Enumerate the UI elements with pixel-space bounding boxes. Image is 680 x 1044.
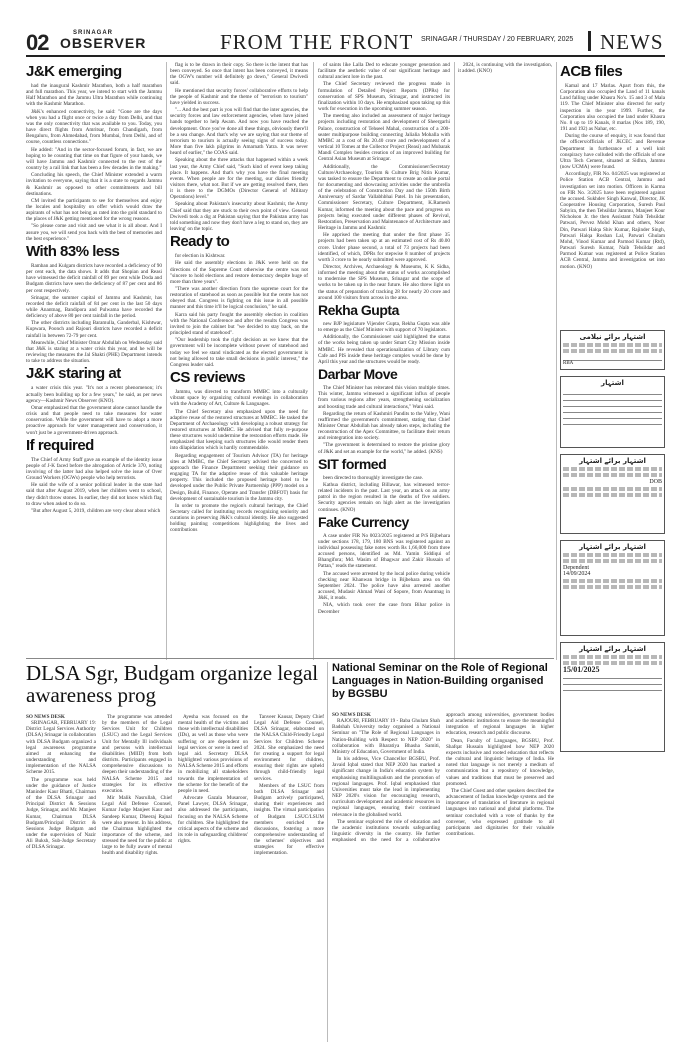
ad-table[interactable] <box>560 376 665 448</box>
column-divider <box>166 62 167 660</box>
article-paragraph: The Chief of Army Staff gave an example of the identity issue people of J-K faced before the abrogation of Article 370, noting involving of the latter had also helped solve the issue of Over Ground Workers (OGWs) people who help terrorists. <box>26 456 162 482</box>
dateline: SRINAGAR / THURSDAY / 20 FEBRUARY, 2025 <box>421 36 574 43</box>
ad-notice[interactable] <box>560 642 665 752</box>
ad-text-line <box>563 493 662 497</box>
article-paragraph: CM invited the participants to see for themselves and enjoy the locales and hospitality on offer which would draw the aspirants of what has not being as rated into the gold standard to the places of J&K getting mentioned for the wrong reasons. <box>26 197 162 223</box>
article-paragraph: J&K's enhanced connectivity, he said: "Gone are the days when you had a flight once or twice a day from Delhi, and that was the only connectivity that was available to you. Today, you have direct flights from Amritsar, from Chandigarh, from Bengaluru, from Ahmedabad, from Mumbai, from Delhi, and of course, countless connections." <box>26 108 162 146</box>
headline-83-less[interactable]: With 83% less <box>26 242 120 260</box>
article-paragraph: Mir Malik Nasrullah, Chief Legal Aid Defense Counsel, Kumar Judge Manjeet Kaur and Sandeep Kumar, Dheeraj Rajnal were also present. In his address, the Chairman highlighted the importance of the scheme, and stressed the need for the public at large to be fully aware of mental health and disability rights. <box>102 795 172 857</box>
article-paragraph: "There was another direction from the supreme court for the restoration of statehood as soon as possible but the centre has not obeyed that. Congress is fighting on this issue in all possible manner and this time it'll be logical conclusion," he said. <box>170 286 308 311</box>
article-paragraph: The programme was held under the guidance of Justice Maninder Kaur Bhatti, Chairman of the DLSA Srinagar and Principal District & Sessions Judge, Srinagar, and Mr. Manjeet Kumar, Chairman DLSA Budgam/Principal District & Sessions Judge Budgam and under the supervision of Nazir Ali Buksh, Sub-Judge Secretary of DLSA Srinagar. <box>26 776 96 851</box>
brand-name: OBSERVER <box>60 35 147 51</box>
ad-text-line <box>563 343 662 347</box>
article-paragraph: new BJP legislature Vijender Gupta, Rekha Gupta was able to emerge as the Chief Minister with support of 70 legislators. <box>318 320 450 334</box>
ad-label: RBA <box>563 361 574 366</box>
article-paragraph: Speaking about Pakistan's insecurity about Kashmir, the Army Chief said that they are stuck to their own point of view. General Dwivedi took a dig at Pakistan saying that the Pakistan army has told something and now they don't have a leg to stand on, they are leaving' on the topic. <box>170 201 308 233</box>
article-paragraph: been directed to thoroughly investigate the case. <box>323 474 424 481</box>
article-paragraph: had the inaugural Kashmir Marathon, both a half marathon and full marathon. This year, we intend to start with the Jammu Half Marathon and the Jammu Ultra Marathon while continuing with the Kashmir Marathon. <box>26 83 162 108</box>
ad-notice[interactable] <box>560 330 665 370</box>
article-paragraph: A case under FIR No 0023/2025 registered at P/S Bijbehara under sections 178, 179, 180 BNS was registered against an individual possessing fake notes worth Rs 1,66,000 from three accused persons, identified as Md. Yamin Siddiqui of Bhangifora; Md. Wasim of Bhagwar and Zakir Hussain of Pattan," reads the statement. <box>318 532 450 570</box>
headline-rekha-gupta[interactable]: Rekha Gupta <box>318 301 399 318</box>
ad-text-line <box>563 467 662 471</box>
article-paragraph: The meeting also included an assessment of major heritage projects including restoration and development of Sheergarhi Palace, construction of Tehseel Mahal, construction of a 200-seater multipurpose building connecting Jalialia Mohalla with MMBC at a cost of Rs 20.40 crore and redevelopment of a vertical 10 Tomes at the Collector Project (Reasi) and Mubarak Mandi Complex besides creation of an improved building for Central Asian Museum at Srinagar. <box>318 113 450 163</box>
article-paragraph: "But after August 5, 2019, children are very clear about which <box>31 507 161 514</box>
headline-jk-emerging[interactable]: J&K emerging <box>26 63 122 80</box>
article-paragraph: of saints like Lalla Ded to educate younger generation and facilitate the aesthetic value of our significant heritage and cultural ancient lore in the past. <box>318 62 450 81</box>
masthead <box>0 0 680 55</box>
news-divider <box>588 31 591 51</box>
article-paragraph: The other districts including Baramulla, Ganderbal, Kishtwar, Kupwara, Poonch and Rajouri districts have recorded a deficit rainfall in between 72-79 per cent. <box>26 320 162 339</box>
headline-darbar-move[interactable]: Darbar Move <box>318 366 398 383</box>
article-paragraph: Advocate Gazala Musaroor, Panel Lawyer, DLSA Srinagar, also addressed the participants, focusing on the NALSA Scheme for children. She highlighted the critical aspects of the scheme and its role in safeguarding childrens' rights. <box>178 795 248 845</box>
ad-text-line <box>563 579 662 583</box>
ad-text-line <box>563 553 662 557</box>
article-paragraph: Karra said his party fought the assembly election in coalition with the National Conference and after the results Congress was invited to join the cabinet but "we decided to stay back, on the principled stand of statehood". <box>170 311 308 337</box>
article-paragraph: The Chief Minister has reiterated this vision multiple times. This winter, Jammu witnessed a significant influx of people from various regions after years, strengthening socialization and boosting trade and cultural interactions," Wani said. <box>318 385 450 410</box>
article-paragraph: Srinagar, the summer capital of Jammu and Kashmir, has recorded the deficit rainfall of 84 per cent in the last 50 days while Anantnag, Bandipora and Pulwama have recorded the deficiency of above 80 per cent rainfall in the period. <box>26 294 162 320</box>
column-2 <box>170 62 308 660</box>
article-paragraph: "Our leadership took the right decision as we knew that the government will be incomplete without power of statehood and today we feel we stand vindicated as the elected government is not being allowed to take small decisions in public interest," the Congress leader said. <box>170 337 308 368</box>
article-paragraph: Director, Archives, Archaeology & Museums, K K Sidha, informed the meeting about the status of works accomplished to modernise the SPS Museum, Srinagar and the scope of works to be taken up in the near future. He also threw light on the status of preparation of tracking 28 for nearly 20 crore and around 100 visitors from across in the area. <box>318 264 450 301</box>
ad-text-line <box>563 661 662 665</box>
headline-sit-formed[interactable]: SIT formed <box>318 455 387 472</box>
article-paragraph: flag is to be drawn in their copy. So there is the intent that has been conveyed. So once that intent has been conveyed, it means the OGW's number will definitely go down," General Dwivedi said. <box>170 62 308 87</box>
ad-text-line <box>563 585 662 589</box>
article-paragraph: Tanveer Kausar, Deputy Chief Legal Aid Defense Counsel, DLSA Srinagar, elaborated on the NALSA Child-Friendly Legal Services for Children Scheme 2024. She emphasized the need for creating a support for legal environment for children, ensuring their rights are upheld through child-friendly legal services. <box>254 714 324 782</box>
ad-text-line <box>563 655 662 659</box>
article-paragraph: SRINAGAR, FEBRUARY 19: District Legal Services Authority (DLSA) Srinagar in collaboration with DLSA Budgam organized a legal awareness programme aimed at enhancing the understanding and implementation of the NALSA Scheme 2015. <box>26 720 96 776</box>
article-paragraph: Additionally, the Commissioner said highlighted the status of the works being taken up under Smart City Mission inside MMBC. He revealed that operationalization of Library cum Cafe and PIS inside these heritage complex would be done by April this year and the structures would be ready. <box>318 334 450 365</box>
headline-ready-to[interactable]: Ready to <box>170 233 230 251</box>
ad-rule <box>563 685 662 691</box>
ad-notice[interactable] <box>560 540 665 636</box>
article-paragraph: In order to promote the region's cultural heritage, the Chief Secretary called for instituting records recognizing seniority and curations in preserving J&K's cultural identity. He also suggested holding painting competitions highlighting the lives and contributions <box>170 502 308 534</box>
ad-text-line <box>563 487 662 491</box>
ad-heading: اشتہار برائے اشتہار <box>579 645 646 653</box>
article-paragraph: Concluding his speech, the Chief Minister extended a warm invitation to everyone, saying that it is a state to regards Jammu & Kashmir as opposed to other commitments and bill destinations. <box>26 172 162 197</box>
headline-if-required[interactable]: If required <box>26 436 94 454</box>
article-paragraph: During the course of enquiry, it was found that the officers/officials of JKCEC and Revenue Department in furtherance of a well knit conspiracy have colluded with the officials of one Ultra Tech Cement, situated at Sidhra, Jammu (now UCMA) were found. <box>560 133 665 171</box>
article-paragraph: The seminar explored the role of education and the academic institutions towards safeguarding linguistic diversity in the country. He further emphasised on the need for a collaborative approach among universities, government bodies and academic institutions to ensure the meaningful integration of regional languages in higher education, research and public discourse. <box>332 712 554 844</box>
article-paragraph: He added: "And in the sector-focused forum, in fact, we are hoping to be counting that time on that figure of your hands, we will have Jammu and Kashmir connected to the rest of the country by a rail link that has been a few decades in the making." <box>26 146 162 172</box>
article-paragraph: 2024, is continuing with the investigation, it added. (KNO) <box>458 62 552 75</box>
dlsa-article <box>26 714 324 1044</box>
section-title: FROM THE FRONT <box>220 30 414 54</box>
article-paragraph: "So please come and visit and see what it is all about. And I assure you, we will send you back with the best of memories and the best experience." <box>26 223 162 242</box>
seminar-article <box>332 712 554 1042</box>
article-paragraph: "... And the best part is you will find that the inter agencies, the security forces and law enforcement agencies, when have joined hands together to help Awam. And now you have reached the development. Once you've done all these things, obviously there'll be a sea change. And that's why we are saying that our theme of terrorism to tourism is actually seeing signs of success today. More than five lakh pilgrims in Amarnath Yatra. It was never heard of earlier," the COAS said. <box>170 107 308 157</box>
headline-cs-reviews[interactable]: CS reviews <box>170 369 246 387</box>
ad-heading: اشتہار برائے اشتہار <box>579 457 646 465</box>
article-paragraph: Dean, Faculty of Languages, BGSBU, Prof. Shafqat Hussain highlighted how NEP 2020 expects inclusive and rooted education that reflects the cultural and linguistic heritage of India. He noted that language is not merely a medium of communication but a repository of knowledge, values and traditions that must be preserved and promoted. <box>446 737 554 787</box>
brand-top: SRINAGAR <box>72 30 113 36</box>
ad-notice[interactable] <box>560 454 665 534</box>
article-paragraph: Additionally, the Commissioner/Secretary Culture/Archaeology, Tourism & Culture Brig Nitin Kumar, was tasked to ensure the Department to create an online portal for documenting and showcasing activities under the umbrella of the celebration of Construction Day and the 150th Birth Anniversary of Sardar Vallabhbhai Patel. In his presentation, Commissioner Secretary, Culture Department, K.Ramesh Kumar, informed the meeting about the pace and progress on projects being executed under different phases of Revival, Restoration, Preservation and Maintenance of Architecture and Heritage in Jammu and Kashmir. <box>318 163 450 232</box>
column-divider <box>313 62 314 660</box>
article-paragraph: "The government is determined to restore the pristine glory of J&K and set an example for the world," he added. (KNS) <box>318 442 450 455</box>
article-paragraph: The Chief Guest and other speakers described the advancement of Indian knowledge systems and the importance of translation of literature in regional languages into national and global platforms. The seminar concluded with a vote of thanks by the convener, who expressed gratitude to all participants and dignitaries for their valuable contributions. <box>446 787 554 837</box>
column-4 <box>458 62 552 660</box>
byline: SO NEWS DESK <box>332 712 371 718</box>
article-paragraph: Omar emphasized that the government alone cannot handle the crisis and that people need to take measures for water conservation. While the government will have to adopt a more proactive approach for water management and conservation, it won't just be a government-driven approach. <box>26 404 162 436</box>
article-paragraph: Kamal and 17 Marlas. Apart from this, the Corporation also occupied the Land of 11 kanals Land falling under Khasra No's. 15 and 3 of Mala 119. The Chief Minister also directed for early inspection in the year 1999. Further, the Corporation also occupied the land under Khasra No. 8 up to 19 Kanals, 8 marlas (Nos 189, 190, 191 and 192) as Nahar, etc. <box>560 83 665 133</box>
article-paragraph: Jammu, was directed to transform MMBC into a culturally vibrant space by organizing cultural evenings in collaboration with the Academy of Art, Culture & Languages. <box>170 389 308 408</box>
ad-text-line <box>563 349 662 353</box>
article-paragraph: The Chief Secretary reviewed the progress made in formulation of Detailed Project Reports (DPRs) for conservation of SPS Museum, Srinagar, and instructed its finalization within 10 days. He emphasized upon taking up this work for execution in the upcoming summer season. <box>318 81 450 113</box>
masthead-rule <box>26 55 665 57</box>
column-divider <box>556 62 557 660</box>
article-paragraph: In his address, Vice Chancellor BGSBU, Prof. Javaid Iqbal stated that NEP 2020 has marked a significant change in India's education system by emphasising multilingualism and the promotion of regional languages. Prof. Iqbal emphasised that Universities must take the lead in implementing NEP 2020's vision for encouraging research, curriculum development and academic resources in regional languages, ensuring their continued relevance in the globalised world. <box>332 756 440 818</box>
article-paragraph: Ramban and Kulgam districts have recorded a deficiency of 90 per cent each, the data shows. It adds that Shopian and Reasi have witnessed the deficit rainfall of 89 per cent while Doda and Budgam districts have seen the deficiency of 87 per cent and 86 per cent respectively. <box>26 262 162 294</box>
article-paragraph: He said the wife of a senior political leader in the state had said that after August 2019, when her children went to school, they didn't throw stones. In earlier, they did not know which flag to draw when asked to do so. <box>26 482 162 507</box>
article-paragraph: RAJOURI, FEBRUARY 19 - Baba Ghulam Shah Badshah University today organised a National Seminar on "The Role of Regional Languages in Nation-Building with Respect to NEP 2020" in collaboration with Bharatiya Bhasha Samiti, Ministry of Education, Government of India. <box>332 718 440 755</box>
column-1 <box>26 62 162 660</box>
article-paragraph: Kathua district, including Billawar, has witnessed terror-related incidents in the past. Last year, an attack on an army patrol in the region resulted in the deaths of five soldiers. Security agencies remain on high alert as the investigation continues. (KNO) <box>318 481 450 513</box>
headline-jk-staring[interactable]: J&K staring at <box>26 365 121 383</box>
article-paragraph: Meanwhile, Chief Minister Omar Abdullah on Wednesday said that J&K is staring at a water crisis this year, and he will be reviewing the measures the Jal Shakti (PHE) Department intends to take to address the situation. <box>26 339 162 365</box>
brand-logo[interactable] <box>60 30 147 51</box>
article-paragraph: for election in Kishtwar. <box>175 253 226 260</box>
headline-dlsa[interactable]: DLSA Sgr, Budgam organize legal awareness prog <box>26 661 319 707</box>
ad-label: Dependent <box>563 565 589 571</box>
article-paragraph: Members of the LSUC from both DLSA Srinagar and Budgam actively participated, sharing their experiences and insights. The virtual participation of Budgam LSUC/LSUM members enriched the discussions, fostering a more comprehensive understanding of the schemes' objectives and strategies for effective implementation. <box>254 782 324 857</box>
article-paragraph: a water crisis this year. "It's not a recent phenomenon; it's actually been building up for a few years," he said, as per news agency—Kashmir News Observer (KNO). <box>26 385 162 404</box>
ad-date: 15/01/2025 <box>563 665 600 674</box>
article-paragraph: Regarding engagement of Tourism Advisor (TA) for heritage sites at MMBC, the Chief Secretary advised the concerned to approach the Finance Department seeking their guidance on engaging TA for the adaptive reuse of this valuable heritage property. This included the proposed heritage hotel to be developed under the Public Private Partnership (PPP) model on a Design, Build, Finance, Operate and Transfer (DBFOT) basis for development of sustainable tourism in the Jammu city. <box>170 452 308 502</box>
column-divider <box>454 62 455 660</box>
ad-heading: اشتہار برائے اشتہار <box>579 543 646 551</box>
ad-text-line <box>563 473 662 477</box>
ad-label: DOB <box>649 479 662 485</box>
section-divider <box>26 658 554 659</box>
headline-acb-files[interactable]: ACB files <box>560 63 623 80</box>
ad-text-line <box>563 559 662 563</box>
section-tag: NEWS <box>600 30 664 54</box>
article-paragraph: He said the assembly elections in J&K were held on the directions of the Supreme Court otherwise the centre was not "sincere to hold elections and restore democracy despite huge of more than three years". <box>170 260 308 285</box>
column-divider <box>327 662 328 1042</box>
article-paragraph: Ayesha was focused on the mental health of the victims and those with intellectual disabilities (IDs), as well as those who were suffering or are dependent on legal services or were in need of legal aid. Secretary DLSA highlighted various provisions of NALSA Scheme 2015 and efforts in mobilizing all stakeholders towards the implementation of the scheme for the benefit of the people in need. <box>178 714 248 794</box>
article-paragraph: He apprised the meeting that under the first phase 35 projects had been taken up at an estimated cost of Rs 40.00 crore. Under phase second, a total of 73 projects had been identified, of which, DPRs for stepwise 8 number of projects worth 3 crore to be nearly submitted were approved. <box>318 232 450 263</box>
article-paragraph: The accused were arrested by the local police during vehicle checking near Khanwan bridge in Bijbehara area on 6th September 2024. The police have also arrested another accused, Mudasir Ahmad Wani of Sopore, from Anantnag in J&K, it reads. <box>318 570 450 602</box>
ad-heading: اشتہار <box>601 379 624 387</box>
article-paragraph: Accordingly, FIR No. 04/2025 was registered at Police Station ACB Central, Jammu and investigation set into motion. Officers in Karma on FIR No. 3/2025 have been registered against the accused. Sukhdev Singh Kanwal, Director, JK Cooperative Housing Corporation, Suresh Paul Sabyira, the then Tehsildar Jammu, Manjeet Kour Nicholson Jr. the then Assistant Naib Tehsildar Patwari, Pervez Mohd Khan and others, Noor Din, Patwari Halqa Shiv Kumar, Rajinder Singh, Patwari Halqa Roshan Lal, Patwari Ghulam Mohd, Vinod Kumar and Parmod Kumar (Rtd), Patwari Suresh Kumar, Naib Tehsildar and Parmod Kumar was registered at Police Station ACB Central, Jammu and investigation set into motion. (KNO) <box>560 171 665 270</box>
ad-rule <box>563 419 662 425</box>
article-paragraph: The programme was attended by the members of the Legal Services Unit for Children (LSUC) and the Legal Services Unit for Mentally Ill individuals and persons with intellectual disabilities (MIID) from both districts. Participants engaged in comprehensive discussions to deepen their understanding of the NALSA Scheme 2015 and strategies for its effective execution. <box>102 714 172 794</box>
article-paragraph: Speaking about the three attacks that happened within a week last year, the Army Chief said, "Such kind of event keep taking place. It happens. And that's why you have the final meeting events. When people are for the meeting, our diaries friendly visitors there, what not. But if we are getting resolved there, then it is there to the DGMOs (Director General of Military Operations) level." <box>170 157 308 201</box>
headline-seminar[interactable]: National Seminar on the Role of Regional Languages in Nation-Building organised by BGSBU <box>332 662 548 700</box>
page-number: 02 <box>26 30 49 55</box>
byline: SO NEWS DESK <box>26 714 65 720</box>
ad-heading: اشتہار برائے نیلامی <box>579 333 646 341</box>
ad-date: 14/09/2024 <box>563 571 591 577</box>
article-paragraph: The Chief Secretary also emphasized upon the need for adaptive reuse of the restored structures at MMBC. He tasked the Department of Archaeology with developing a robust strategy for restored structures at MMBC. He advised that fully re-purpose these structures would undermine the restoration efforts made. He emphasized that keeping such structures idle would render them into dilapidation which is hardly commendable. <box>170 408 308 452</box>
column-3 <box>318 62 450 660</box>
article-paragraph: He mentioned that security forces' collaborative efforts to help the people of Kashmir and the theme of "terrorism to tourism" have yielded in success. <box>170 87 308 106</box>
article-paragraph: NIA, which took over the case from Bihar police in December <box>318 602 450 615</box>
classified-ads <box>560 330 665 1040</box>
column-5 <box>560 62 665 372</box>
article-paragraph: Regarding the return of Kashmiri Pandits to the Valley, Wani reaffirmed the government's commitment, stating that Chief Minister Omar Abdullah has already taken steps, including the reconstruction of the Apex Committee, to facilitate their return and reintegration into society. <box>318 410 450 442</box>
headline-fake-currency[interactable]: Fake Currency <box>318 513 409 530</box>
